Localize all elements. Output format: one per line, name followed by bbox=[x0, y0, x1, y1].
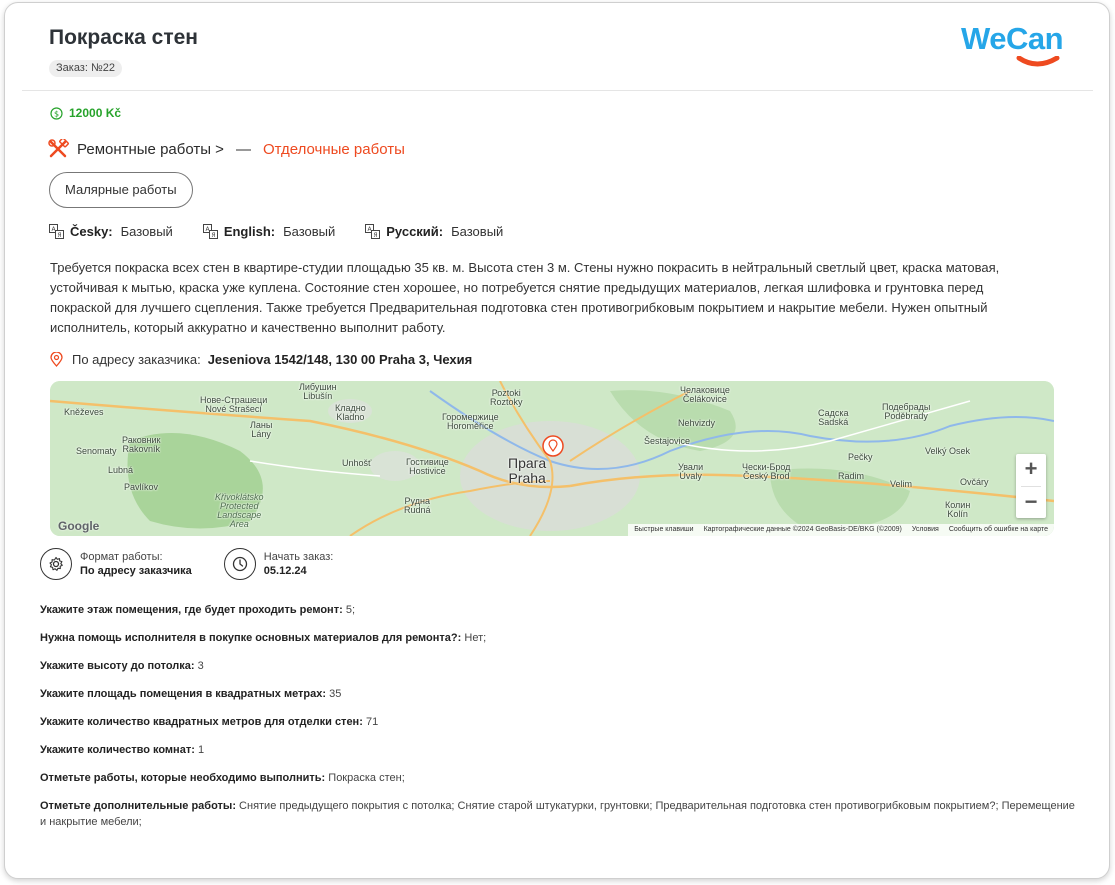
map-label: Садска Sadská bbox=[818, 408, 849, 427]
work-format-label: Формат работы: bbox=[80, 551, 163, 563]
zoom-out-button[interactable]: − bbox=[1024, 489, 1038, 514]
map-label: Раковник Rakovník bbox=[122, 435, 161, 454]
dollar-circle-icon bbox=[50, 107, 63, 120]
order-number-badge: Заказ: №22 bbox=[49, 60, 122, 77]
language-name: Русский: bbox=[386, 224, 444, 239]
map-label: Kněževes bbox=[64, 407, 104, 417]
answer-text: Покраска стен; bbox=[328, 772, 405, 784]
address-value: Jeseniova 1542/148, 130 00 Praha 3, Чехия bbox=[207, 352, 473, 367]
start-date bbox=[224, 548, 334, 580]
map-label: Гостивице Hostivice bbox=[406, 457, 449, 476]
question-text: Отметьте дополнительные работы bbox=[40, 800, 233, 812]
tools-icon bbox=[48, 139, 70, 159]
map-label: Челаковице Čelákovice bbox=[680, 385, 730, 404]
question-item: Укажите количество комнат: 1 bbox=[40, 744, 205, 756]
map-label: Ланы Lány bbox=[250, 420, 273, 439]
map-zoom-control bbox=[1016, 454, 1046, 518]
question-text: Нужна помощь исполнителя в покупке основных материалов для ремонта? bbox=[40, 632, 458, 644]
gear-icon bbox=[40, 548, 72, 580]
category-separator: — bbox=[235, 140, 251, 158]
map-label: Křivoklátsko Protected Landscape Area bbox=[215, 492, 264, 529]
language-name: English: bbox=[223, 224, 276, 239]
map-label: Nehvizdy bbox=[678, 418, 716, 428]
question-item: Нужна помощь исполнителя в покупке основных материалов для ремонта?: Нет; bbox=[40, 632, 487, 644]
question-text: Укажите высоту до потолка bbox=[40, 660, 191, 672]
map-report-link[interactable]: Сообщить об ошибке на карте bbox=[948, 526, 1048, 533]
answer-text: 1 bbox=[197, 744, 205, 756]
order-description: Требуется покраска всех стен в квартире-студии площадью 35 кв. м. Высота стен 3 м. Стены нужно покрасить в нейтральный светлый цвет, краска матовая, устойчивая к мытью, краска уже куплена. Состояние стен хорошее, но потребуется снятие предыдущих материалов, легкая шлифовка и грунтовка перед покраской для лучшего сцепления. Также требуется Предварительная подготовка стен противогрибковым покрытием и накрытие мебели. Нужен опытный исполнитель, который аккуратно и качественно выполнит работу. bbox=[50, 260, 1000, 335]
map-label: Подебрады Poděbrady bbox=[882, 402, 931, 421]
answer-text: 71 bbox=[365, 716, 379, 728]
work-format-value: По адресу заказчика bbox=[80, 565, 192, 577]
logo-text: WeCan bbox=[961, 21, 1064, 56]
svg-text:$: $ bbox=[53, 109, 60, 118]
translate-icon bbox=[49, 224, 64, 239]
question-item: Отметьте работы, которые необходимо выполнить: Покраска стен; bbox=[40, 772, 405, 784]
language-item bbox=[203, 224, 335, 239]
language-level: Базовый bbox=[451, 224, 504, 239]
address-label: По адресу заказчика: bbox=[72, 352, 201, 367]
svg-text:A: A bbox=[51, 226, 56, 233]
translate-icon bbox=[203, 224, 218, 239]
map-label: Колин Kolín bbox=[945, 500, 971, 519]
map-label: Ovčáry bbox=[960, 477, 989, 487]
language-item bbox=[49, 224, 173, 239]
map-label: Unhošť bbox=[342, 458, 372, 468]
map-label: Senomaty bbox=[76, 446, 117, 456]
answer-text: 3 bbox=[197, 660, 204, 672]
address-row bbox=[50, 352, 472, 367]
question-item: Отметьте дополнительные работы: Снятие предыдущего покрытия с потолка; Снятие старой штукатурки, грунтовки; Предварительная подготовка стен противогрибковым покрытием?; Перемещение и накрытие мебели; bbox=[40, 800, 1075, 828]
logo-smile-icon bbox=[961, 56, 1077, 72]
header-divider bbox=[22, 90, 1093, 91]
question-item: Укажите площадь помещения в квадратных метрах: 35 bbox=[40, 688, 342, 700]
answer-text: 5; bbox=[345, 604, 356, 616]
question-text: Укажите этаж помещения, где будет проходить ремонт bbox=[40, 604, 340, 616]
map-label: Кладно Kladno bbox=[335, 403, 366, 422]
map-label: Рудна Rudná bbox=[404, 496, 431, 515]
category-main-link[interactable]: Ремонтные работы > bbox=[77, 140, 224, 158]
location-pin-icon bbox=[50, 352, 63, 367]
question-item: Укажите этаж помещения, где будет проходить ремонт: 5; bbox=[40, 604, 356, 616]
question-text: Укажите количество комнат bbox=[40, 744, 192, 756]
work-format bbox=[40, 548, 192, 580]
svg-text:Я: Я bbox=[57, 232, 62, 239]
wecan-logo[interactable] bbox=[961, 22, 1077, 72]
svg-text:A: A bbox=[367, 226, 372, 233]
google-logo: Google bbox=[58, 519, 100, 533]
map-label: Velký Osek bbox=[925, 446, 971, 456]
question-text: Укажите количество квадратных метров для отделки стен bbox=[40, 716, 360, 728]
answer-text: 35 bbox=[329, 688, 342, 700]
question-item: Укажите высоту до потолка: 3 bbox=[40, 660, 204, 672]
map-label: Нове-Страшеци Nové Strašecí bbox=[200, 395, 268, 414]
question-item: Укажите количество квадратных метров для отделки стен: 71 bbox=[40, 716, 379, 728]
work-type-tag[interactable]: Малярные работы bbox=[49, 172, 193, 208]
map-label: Lubná bbox=[108, 465, 134, 475]
map-label: Šestajovice bbox=[644, 436, 691, 446]
map-label: Горомержице Horoměřice bbox=[442, 412, 499, 431]
category-sub-link[interactable]: Отделочные работы bbox=[262, 140, 405, 158]
svg-text:A: A bbox=[205, 226, 210, 233]
question-text: Укажите площадь помещения в квадратных метрах bbox=[40, 688, 323, 700]
language-level: Базовый bbox=[120, 224, 173, 239]
question-list bbox=[40, 602, 1080, 830]
map-label: Ували Úvaly bbox=[678, 462, 704, 481]
map-marker-icon[interactable] bbox=[543, 436, 563, 456]
map-label: Radim bbox=[838, 471, 865, 481]
language-list bbox=[49, 224, 533, 239]
price bbox=[50, 106, 121, 120]
location-map[interactable] bbox=[50, 381, 1054, 536]
map-data-credit: Картографические данные ©2024 GeoBasis-DE/BKG (©2009) bbox=[703, 526, 902, 533]
map-label: Pavlíkov bbox=[124, 482, 159, 492]
page-title: Покраска стен bbox=[49, 26, 198, 49]
map-label: Либушин Libušín bbox=[299, 382, 337, 401]
clock-icon bbox=[224, 548, 256, 580]
language-item bbox=[365, 224, 503, 239]
map-label: Чески-Брод Český Brod bbox=[742, 462, 791, 481]
start-date-label: Начать заказ: bbox=[263, 551, 334, 563]
map-label: Pečky bbox=[848, 452, 873, 462]
svg-text:Я: Я bbox=[211, 232, 216, 239]
answer-text: Нет; bbox=[464, 632, 487, 644]
answer-text: Снятие предыдущего покрытия с потолка; Снятие старой штукатурки, грунтовки; Предварительная подготовка стен противогрибковым покрытием?; Перемещение и накрытие мебели; bbox=[40, 800, 1075, 828]
svg-text:Я: Я bbox=[373, 232, 378, 239]
language-name: Česky: bbox=[70, 224, 113, 239]
start-date-value: 05.12.24 bbox=[263, 565, 307, 577]
price-value: 12000 Kč bbox=[69, 106, 122, 120]
order-meta bbox=[40, 548, 365, 580]
translate-icon bbox=[365, 224, 380, 239]
category-breadcrumb bbox=[48, 139, 405, 159]
map-attribution bbox=[628, 524, 1054, 536]
question-text: Отметьте работы, которые необходимо выполнить bbox=[40, 772, 322, 784]
map-label-praha: Прага Praha bbox=[508, 455, 547, 486]
map-shortcuts-link[interactable]: Быстрые клавиши bbox=[634, 526, 694, 533]
map-label: Роztoki Roztoky bbox=[490, 388, 523, 407]
language-level: Базовый bbox=[283, 224, 336, 239]
zoom-in-button[interactable]: + bbox=[1024, 456, 1038, 481]
map-label: Velim bbox=[890, 479, 913, 489]
map-terms-link[interactable]: Условия bbox=[911, 526, 939, 533]
